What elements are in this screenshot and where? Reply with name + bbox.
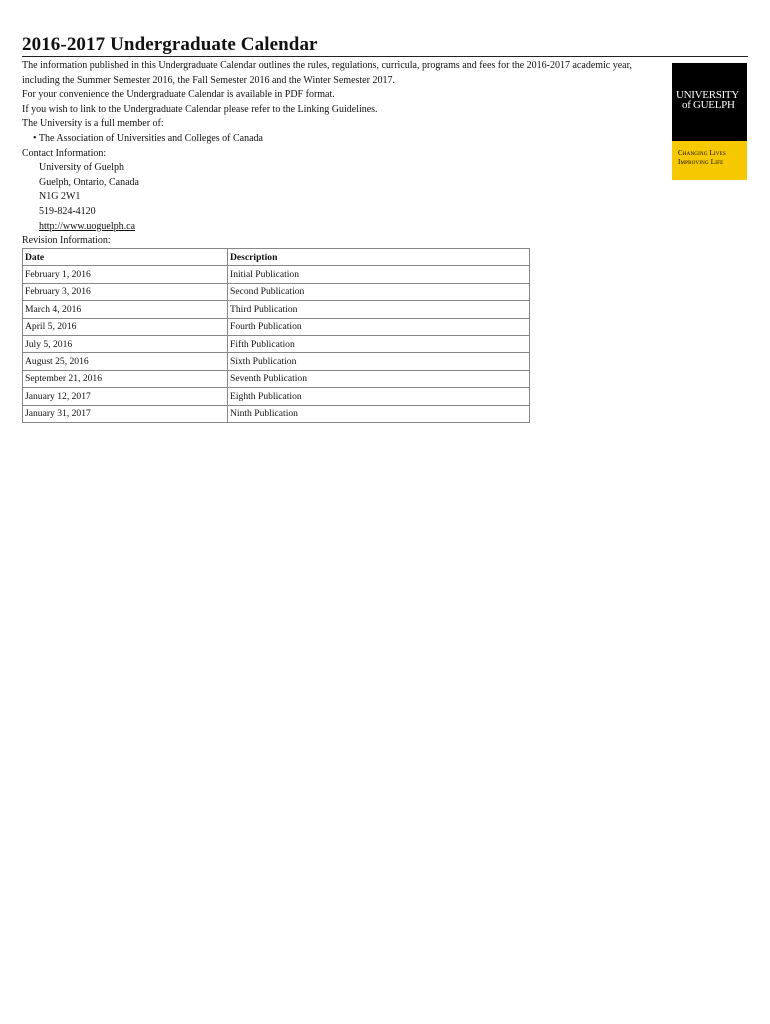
revision-description: Fourth Publication [228, 318, 530, 335]
description-column-header: Description [228, 249, 530, 266]
membership-item [22, 132, 642, 147]
contact-name: University of Guelph [39, 162, 124, 174]
revision-date: January 12, 2017 [23, 388, 228, 405]
table-row [23, 301, 530, 318]
table-row [23, 318, 530, 335]
logo-tag-line1: Changing Lives [678, 149, 726, 157]
revision-date: July 5, 2016 [23, 335, 228, 352]
revision-description: Initial Publication [228, 266, 530, 283]
intro-paragraph: The information published in this Undergraduate Calendar outlines the rules, regulations, curricula, programs and fees for the 2016-2017 academic year, including the Summer Semester 2016, the Fall Semester 2016 and the Winter Semester 2017. [22, 60, 633, 86]
table-row [23, 388, 530, 405]
revision-heading: Revision Information: [22, 235, 111, 247]
contact-heading: Contact Information: [22, 147, 107, 159]
membership-item-label: The Association of Universities and Colleges of Canada [38, 132, 263, 144]
logo-tag-line2: Improving Life [678, 158, 724, 166]
revision-description: Eighth Publication [228, 388, 530, 405]
title-divider [22, 56, 748, 57]
revision-table [22, 248, 530, 423]
page-title: 2016-2017 Undergraduate Calendar [22, 34, 318, 55]
table-row [23, 335, 530, 352]
revision-description: Fifth Publication [228, 335, 530, 352]
revision-date: March 4, 2016 [23, 301, 228, 318]
membership-heading: The University is a full member of: [22, 118, 164, 130]
table-row [23, 353, 530, 370]
linking-note: If you wish to link to the Undergraduate Calendar please refer to the Linking Guidelines. [22, 103, 378, 115]
logo-wordmark [676, 90, 746, 110]
revision-date: April 5, 2016 [23, 318, 228, 335]
date-column-header: Date [23, 249, 228, 266]
contact-city: Guelph, Ontario, Canada [39, 176, 139, 188]
bullet-icon: • [33, 132, 37, 144]
revision-description: Ninth Publication [228, 405, 530, 422]
table-header-row [23, 249, 530, 266]
logo-gold-panel [672, 141, 747, 180]
revision-date: September 21, 2016 [23, 370, 228, 387]
revision-description: Third Publication [228, 301, 530, 318]
revision-description: Sixth Publication [228, 353, 530, 370]
logo-black-panel [672, 63, 747, 141]
revision-description: Second Publication [228, 283, 530, 300]
revision-description: Seventh Publication [228, 370, 530, 387]
university-logo [672, 63, 747, 180]
revision-date: February 3, 2016 [23, 283, 228, 300]
contact-phone: 519-824-4120 [39, 205, 96, 217]
contact-url-line [22, 220, 642, 235]
table-row [23, 405, 530, 422]
table-row [23, 370, 530, 387]
contact-postal: N1G 2W1 [39, 191, 81, 203]
calendar-content [22, 59, 642, 249]
logo-name-line2: of GUELPH [682, 99, 735, 111]
logo-name-line1: UNIVERSITY [676, 89, 739, 101]
table-row [23, 266, 530, 283]
revision-date: January 31, 2017 [23, 405, 228, 422]
table-row [23, 283, 530, 300]
logo-tagline [678, 149, 746, 167]
revision-date: February 1, 2016 [23, 266, 228, 283]
contact-url-link[interactable]: http://www.uoguelph.ca [39, 220, 136, 232]
pdf-note: For your convenience the Undergraduate Calendar is available in PDF format. [22, 89, 335, 101]
revision-date: August 25, 2016 [23, 353, 228, 370]
